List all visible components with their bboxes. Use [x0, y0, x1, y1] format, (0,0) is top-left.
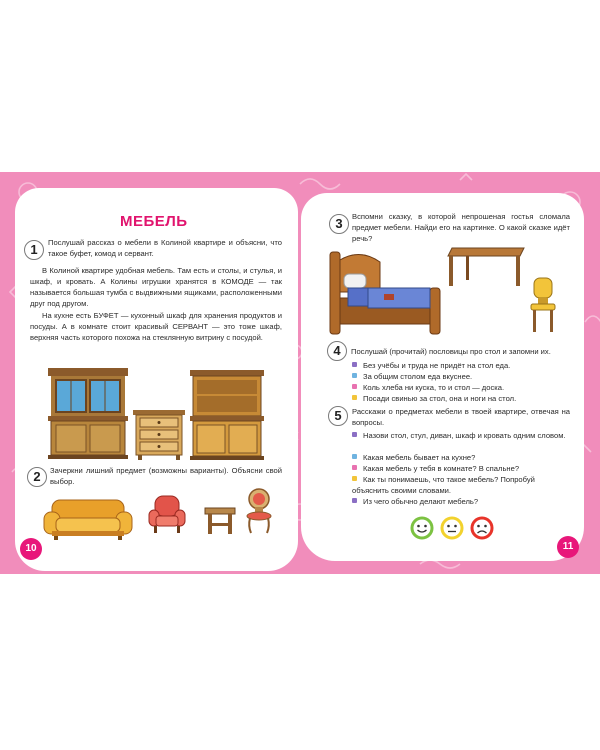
- page-number-left: 10: [20, 538, 42, 560]
- sofa-icon: [42, 498, 134, 540]
- task-2-number: 2: [27, 467, 47, 487]
- task-1-number: 1: [24, 240, 44, 260]
- neutral-smiley-icon: [442, 518, 462, 538]
- task-2-text: Зачеркни лишний предмет (возможны варианты). Объясни свой выбор.: [50, 466, 282, 486]
- armchair-icon: [148, 494, 186, 534]
- buffet-cabinet-icon: [190, 370, 266, 460]
- table-icon: [446, 248, 526, 288]
- task-5-number: 5: [328, 406, 348, 426]
- page-number-right: 11: [557, 536, 579, 558]
- task-1-paragraph-1: В Колиной квартире удобная мебель. Там есть и столы, и стулья, и шкаф, и кровать. А Колины игрушки хранятся в КОМОДЕ — так называется большая тумба с выдвижными ящиками, расположенными друг под другом.: [30, 266, 282, 308]
- question-item: Какая мебель у тебя в комнате? В спальне?: [352, 463, 519, 474]
- task-1-intro: Послушай рассказ о мебели в Колиной квартире и объясни, что такое буфет, комод и сервант.: [48, 238, 282, 258]
- chair-icon: [244, 488, 274, 534]
- sideboard-icon: [48, 368, 130, 460]
- yellow-chair-icon: [530, 278, 556, 332]
- page-title: МЕБЕЛЬ: [120, 213, 188, 230]
- task-1-paragraph-2: На кухне есть БУФЕТ — кухонный шкаф для хранения продуктов и посуды. А в комнате стоит красивый СЕРВАНТ — это тоже шкаф, верхняя часть которого похожа на стеклянную витрину с посудой.: [30, 311, 282, 342]
- question-item: Какая мебель бывает на кухне?: [352, 452, 475, 463]
- task-3-text: Вспомни сказку, в которой непрошеная гостья сломала предмет мебели. Найди его на картинке. О какой сказке идёт речь?: [352, 212, 570, 243]
- question-item: Из чего обычно делают мебель?: [352, 496, 478, 507]
- proverb-item: За общим столом еда вкуснее.: [352, 371, 472, 382]
- stool-icon: [205, 508, 235, 534]
- question-item: Как ты понимаешь, что такое мебель? Попробуй объяснить своими словами.: [352, 475, 535, 495]
- bed-icon: [328, 250, 442, 336]
- task-4-text: Послушай (прочитай) пословицы про стол и запомни их.: [351, 347, 551, 356]
- task-4-number: 4: [327, 341, 347, 361]
- happy-smiley-icon: [412, 518, 432, 538]
- proverb-item: Без учёбы и труда не придёт на стол еда.: [352, 360, 510, 371]
- task-3-number: 3: [329, 214, 349, 234]
- question-item: Назови стол, стул, диван, шкаф и кровать одним словом.: [352, 430, 572, 441]
- chest-of-drawers-icon: [133, 410, 185, 460]
- mood-smileys: [410, 516, 494, 540]
- proverb-item: Посади свинью за стол, она и ноги на стол.: [352, 393, 516, 404]
- task-5-text: Расскажи о предметах мебели в твоей квартире, отвечая на вопросы.: [352, 407, 570, 427]
- proverb-item: Коль хлеба ни куска, то и стол — доска.: [352, 382, 504, 393]
- sad-smiley-icon: [472, 518, 492, 538]
